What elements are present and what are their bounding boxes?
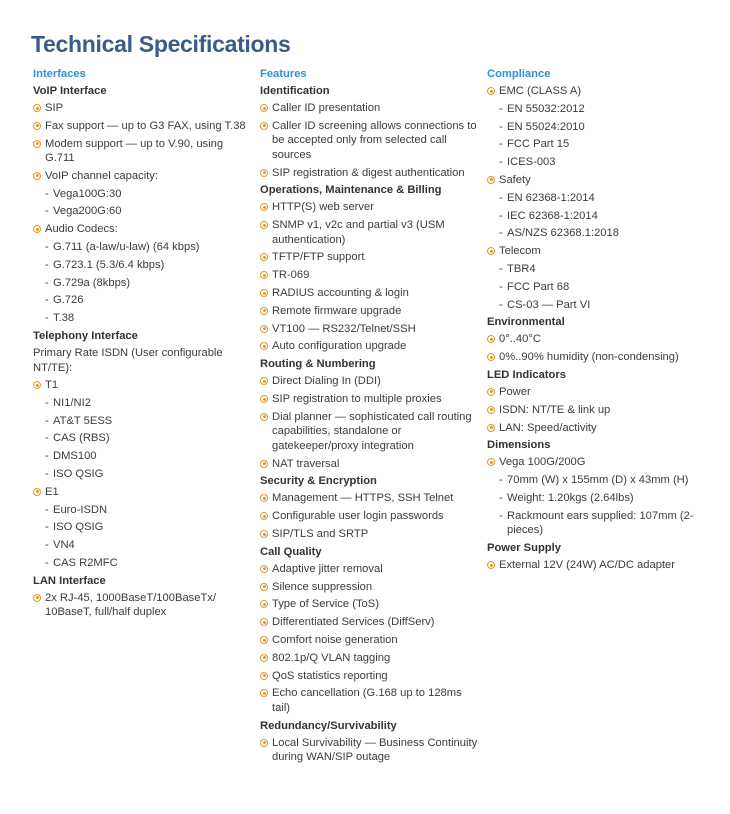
item-text: Type of Service (ToS) bbox=[272, 598, 379, 611]
bullet-item bbox=[33, 378, 253, 393]
spec-list bbox=[260, 562, 482, 716]
item-text: Management — HTTPS, SSH Telnet bbox=[272, 492, 454, 505]
spec-list bbox=[260, 736, 482, 765]
circle-bullet-icon bbox=[487, 353, 495, 361]
sub-item bbox=[487, 137, 719, 152]
bullet-item bbox=[260, 322, 482, 337]
item-text: Silence suppression bbox=[272, 580, 373, 593]
bullet-item bbox=[487, 403, 719, 418]
bullet-item bbox=[260, 268, 482, 283]
spec-group-identification bbox=[260, 84, 482, 180]
item-text: ISO QSIG bbox=[53, 468, 104, 481]
sub-item bbox=[487, 280, 719, 295]
circle-bullet-icon bbox=[260, 413, 268, 421]
bullet-item bbox=[260, 374, 482, 389]
spec-list bbox=[260, 374, 482, 471]
item-text: 802.1p/Q VLAN tagging bbox=[272, 651, 391, 664]
bullet-item bbox=[33, 169, 253, 184]
circle-bullet-icon bbox=[33, 488, 41, 496]
bullet-item bbox=[487, 385, 719, 400]
bullet-item bbox=[260, 669, 482, 684]
item-text: TBR4 bbox=[507, 262, 536, 275]
circle-bullet-icon bbox=[260, 221, 268, 229]
sub-item bbox=[487, 262, 719, 277]
circle-bullet-icon bbox=[260, 689, 268, 697]
item-text: DMS100 bbox=[53, 450, 97, 463]
bullet-item bbox=[487, 84, 719, 99]
bullet-item bbox=[260, 491, 482, 506]
circle-bullet-icon bbox=[487, 388, 495, 396]
item-text: G.729a (8kbps) bbox=[53, 276, 131, 289]
item-text: Rackmount ears supplied: 107mm (2-pieces) bbox=[507, 509, 694, 537]
item-text: Auto configuration upgrade bbox=[272, 340, 407, 353]
item-text: TR-069 bbox=[272, 269, 310, 282]
spec-group-operations-maintenance-billing bbox=[260, 183, 482, 354]
subsection-title: Environmental bbox=[487, 316, 565, 329]
item-text: VT100 — RS232/Telnet/SSH bbox=[272, 322, 416, 335]
item-text: 70mm (W) x 155mm (D) x 43mm (H) bbox=[507, 474, 689, 487]
sub-item bbox=[33, 503, 253, 518]
circle-bullet-icon bbox=[260, 253, 268, 261]
sub-item bbox=[487, 491, 719, 506]
item-text: SIP/TLS and SRTP bbox=[272, 528, 369, 541]
sub-item bbox=[33, 293, 253, 308]
circle-bullet-icon bbox=[260, 325, 268, 333]
bullet-item bbox=[487, 244, 719, 259]
spec-list bbox=[33, 101, 253, 326]
circle-bullet-icon bbox=[487, 406, 495, 414]
bullet-item bbox=[260, 304, 482, 319]
circle-bullet-icon bbox=[33, 140, 41, 148]
item-text: TFTP/FTP support bbox=[272, 251, 365, 264]
item-text: Dial planner — sophisticated call routing capabilities, standalone or gatekeeper/proxy integration bbox=[272, 410, 472, 452]
item-text: EN 62368-1:2014 bbox=[507, 191, 595, 204]
sub-item bbox=[33, 204, 253, 219]
sub-item bbox=[487, 473, 719, 488]
circle-bullet-icon bbox=[260, 271, 268, 279]
bullet-item bbox=[260, 597, 482, 612]
circle-bullet-icon bbox=[260, 654, 268, 662]
item-text: IEC 62368-1:2014 bbox=[507, 209, 598, 222]
circle-bullet-icon bbox=[33, 122, 41, 130]
circle-bullet-icon bbox=[260, 494, 268, 502]
circle-bullet-icon bbox=[260, 583, 268, 591]
item-text: SIP bbox=[45, 102, 64, 114]
sub-item bbox=[33, 258, 253, 273]
subsection-title: LED Indicators bbox=[487, 368, 566, 381]
bullet-item bbox=[260, 562, 482, 577]
bullet-item bbox=[260, 392, 482, 407]
bullet-item bbox=[260, 580, 482, 595]
item-text: SIP registration to multiple proxies bbox=[272, 393, 442, 406]
page-title: Technical Specifications bbox=[31, 31, 291, 57]
subsection-title: Security & Encryption bbox=[260, 475, 377, 488]
bullet-item bbox=[260, 410, 482, 454]
item-text: Vega 100G/200G bbox=[499, 456, 586, 469]
spec-list bbox=[487, 84, 719, 312]
spec-group-telephony-interface bbox=[33, 329, 253, 570]
circle-bullet-icon bbox=[260, 307, 268, 315]
bullet-item bbox=[260, 509, 482, 524]
bullet-item bbox=[487, 350, 719, 365]
column-interfaces bbox=[33, 67, 253, 623]
sub-item bbox=[487, 298, 719, 313]
item-text: VoIP channel capacity: bbox=[45, 169, 158, 182]
circle-bullet-icon bbox=[260, 636, 268, 644]
sub-item bbox=[33, 431, 253, 446]
item-text: Vega100G:30 bbox=[53, 187, 122, 200]
spec-list bbox=[260, 101, 482, 180]
spec-group-led-indicators bbox=[487, 368, 719, 435]
item-text: FCC Part 15 bbox=[507, 138, 570, 151]
spec-list bbox=[33, 378, 253, 570]
item-text: VN4 bbox=[53, 539, 75, 552]
spec-list bbox=[487, 332, 719, 364]
bullet-item bbox=[33, 485, 253, 500]
bullet-item bbox=[33, 222, 253, 237]
item-text: Direct Dialing In (DDI) bbox=[272, 375, 381, 388]
item-text: Remote firmware upgrade bbox=[272, 304, 402, 317]
spec-text: Primary Rate ISDN (User configurable NT/TE): bbox=[33, 347, 223, 374]
item-text: LAN: Speed/activity bbox=[499, 421, 597, 434]
bullet-item bbox=[33, 101, 253, 116]
spec-group-routing-numbering bbox=[260, 357, 482, 471]
bullet-item bbox=[260, 166, 482, 181]
item-text: Caller ID screening allows connections to be accepted only from selected call sources bbox=[272, 119, 477, 161]
spec-list bbox=[33, 591, 253, 620]
item-text: FCC Part 68 bbox=[507, 280, 570, 293]
subsection-title: LAN Interface bbox=[33, 574, 106, 587]
spec-list bbox=[260, 491, 482, 541]
item-text: Weight: 1.20kgs (2.64lbs) bbox=[507, 491, 634, 504]
subsection-title: Redundancy/Survivability bbox=[260, 719, 397, 732]
sub-item bbox=[487, 509, 719, 538]
sub-item bbox=[487, 120, 719, 135]
circle-bullet-icon bbox=[33, 172, 41, 180]
circle-bullet-icon bbox=[487, 335, 495, 343]
bullet-item bbox=[260, 633, 482, 648]
item-text: HTTP(S) web server bbox=[272, 201, 374, 214]
item-text: Comfort noise generation bbox=[272, 634, 398, 647]
item-text: G.726 bbox=[53, 294, 84, 307]
circle-bullet-icon bbox=[260, 565, 268, 573]
item-text: Fax support — up to G3 FAX, using T.38 bbox=[45, 119, 246, 132]
circle-bullet-icon bbox=[260, 342, 268, 350]
item-text: Audio Codecs: bbox=[45, 223, 118, 236]
subsection-title: Dimensions bbox=[487, 439, 551, 452]
spec-group-security-encryption bbox=[260, 474, 482, 541]
item-text: Vega200G:60 bbox=[53, 205, 122, 218]
bullet-item bbox=[260, 686, 482, 715]
section-heading-interfaces: Interfaces bbox=[33, 68, 86, 80]
item-text: CS-03 — Part VI bbox=[507, 298, 591, 311]
item-text: T.38 bbox=[53, 312, 75, 325]
circle-bullet-icon bbox=[33, 104, 41, 112]
sub-item bbox=[487, 209, 719, 224]
item-text: CAS R2MFC bbox=[53, 557, 118, 570]
sub-item bbox=[33, 276, 253, 291]
item-text: EN 55024:2010 bbox=[507, 120, 585, 133]
item-text: T1 bbox=[45, 379, 59, 392]
bullet-item bbox=[260, 651, 482, 666]
item-text: 2x RJ-45, 1000BaseT/100BaseTx/ 10BaseT, full/half duplex bbox=[45, 591, 217, 619]
circle-bullet-icon bbox=[33, 381, 41, 389]
item-text: External 12V (24W) AC/DC adapter bbox=[499, 559, 675, 572]
spec-list bbox=[260, 200, 482, 354]
sub-item bbox=[33, 414, 253, 429]
sub-item bbox=[33, 538, 253, 553]
spec-list bbox=[487, 558, 719, 573]
bullet-item bbox=[33, 119, 253, 134]
sub-item bbox=[33, 556, 253, 571]
item-text: Echo cancellation (G.168 up to 128ms tail) bbox=[272, 687, 462, 714]
bullet-item bbox=[33, 591, 253, 620]
item-text: ISO QSIG bbox=[53, 521, 104, 534]
sub-item bbox=[33, 396, 253, 411]
item-text: E1 bbox=[45, 485, 59, 498]
spec-list bbox=[487, 455, 719, 537]
bullet-item bbox=[260, 101, 482, 116]
item-text: ISDN: NT/TE & link up bbox=[499, 403, 611, 416]
circle-bullet-icon bbox=[33, 594, 41, 602]
spec-group-environmental bbox=[487, 315, 719, 364]
bullet-item bbox=[260, 736, 482, 765]
sub-item bbox=[487, 102, 719, 117]
item-text: AT&T 5ESS bbox=[53, 414, 113, 427]
bullet-item bbox=[487, 558, 719, 573]
item-text: 0%..90% humidity (non-condensing) bbox=[499, 351, 679, 364]
bullet-item bbox=[487, 173, 719, 188]
item-text: Adaptive jitter removal bbox=[272, 562, 383, 575]
item-text: EMC (CLASS A) bbox=[499, 85, 582, 97]
subsection-title: Call Quality bbox=[260, 545, 322, 558]
sub-item bbox=[33, 311, 253, 326]
sub-item bbox=[33, 240, 253, 255]
column-compliance bbox=[487, 67, 719, 576]
item-text: Differentiated Services (DiffServ) bbox=[272, 616, 435, 629]
circle-bullet-icon bbox=[487, 176, 495, 184]
spec-group-lan-interface bbox=[33, 574, 253, 620]
item-text: G.723.1 (5.3/6.4 kbps) bbox=[53, 258, 165, 271]
item-text: G.711 (a-law/u-law) (64 kbps) bbox=[53, 241, 200, 254]
bullet-item bbox=[260, 339, 482, 354]
item-text: Configurable user login passwords bbox=[272, 510, 444, 523]
spec-group-call-quality bbox=[260, 545, 482, 716]
item-text: SNMP v1, v2c and partial v3 (USM authentication) bbox=[272, 219, 445, 246]
subsection-title: Operations, Maintenance & Billing bbox=[260, 184, 442, 197]
bullet-item bbox=[33, 137, 253, 166]
circle-bullet-icon bbox=[487, 424, 495, 432]
item-text: AS/NZS 62368.1:2018 bbox=[507, 227, 619, 240]
item-text: NAT traversal bbox=[272, 457, 340, 470]
circle-bullet-icon bbox=[260, 600, 268, 608]
subsection-title: Identification bbox=[260, 85, 330, 97]
circle-bullet-icon bbox=[260, 377, 268, 385]
item-text: Safety bbox=[499, 173, 531, 186]
bullet-item bbox=[487, 421, 719, 436]
circle-bullet-icon bbox=[260, 739, 268, 747]
sub-item bbox=[487, 155, 719, 170]
spec-list bbox=[487, 385, 719, 435]
circle-bullet-icon bbox=[260, 104, 268, 112]
item-text: EN 55032:2012 bbox=[507, 102, 585, 115]
bullet-item bbox=[260, 250, 482, 265]
circle-bullet-icon bbox=[260, 460, 268, 468]
circle-bullet-icon bbox=[487, 247, 495, 255]
item-text: NI1/NI2 bbox=[53, 396, 91, 409]
item-text: SIP registration & digest authentication bbox=[272, 166, 465, 179]
circle-bullet-icon bbox=[260, 672, 268, 680]
item-text: Local Survivability — Business Continuity during WAN/SIP outage bbox=[272, 736, 478, 764]
sub-item bbox=[487, 191, 719, 206]
item-text: CAS (RBS) bbox=[53, 432, 110, 445]
item-text: Telecom bbox=[499, 245, 541, 258]
bullet-item bbox=[260, 119, 482, 163]
subsection-title: Power Supply bbox=[487, 542, 561, 555]
circle-bullet-icon bbox=[260, 618, 268, 626]
sub-item bbox=[33, 187, 253, 202]
bullet-item bbox=[260, 527, 482, 542]
bullet-item bbox=[260, 457, 482, 472]
circle-bullet-icon bbox=[260, 395, 268, 403]
bullet-item bbox=[260, 615, 482, 630]
subsection-title: Telephony Interface bbox=[33, 330, 138, 343]
subsection-title: VoIP Interface bbox=[33, 85, 107, 97]
item-text: 0°..40°C bbox=[499, 333, 541, 346]
bullet-item bbox=[487, 455, 719, 470]
circle-bullet-icon bbox=[260, 169, 268, 177]
circle-bullet-icon bbox=[260, 289, 268, 297]
item-text: ICES-003 bbox=[507, 156, 556, 169]
spec-group-dimensions bbox=[487, 438, 719, 537]
spec-group-voip-interface bbox=[33, 84, 253, 326]
spec-group-power-supply bbox=[487, 541, 719, 573]
circle-bullet-icon bbox=[260, 122, 268, 130]
spec-group bbox=[487, 84, 719, 312]
circle-bullet-icon bbox=[33, 225, 41, 233]
circle-bullet-icon bbox=[487, 87, 495, 95]
circle-bullet-icon bbox=[260, 203, 268, 211]
subsection-title: Routing & Numbering bbox=[260, 358, 376, 371]
item-text: QoS statistics reporting bbox=[272, 669, 388, 682]
circle-bullet-icon bbox=[260, 512, 268, 520]
sub-item bbox=[487, 226, 719, 241]
item-text: Modem support — up to V.90, using G.711 bbox=[45, 137, 224, 165]
sub-item bbox=[33, 449, 253, 464]
bullet-item bbox=[260, 200, 482, 215]
item-text: Euro-ISDN bbox=[53, 503, 108, 516]
bullet-item bbox=[260, 286, 482, 301]
circle-bullet-icon bbox=[487, 458, 495, 466]
circle-bullet-icon bbox=[487, 561, 495, 569]
section-heading-compliance: Compliance bbox=[487, 68, 551, 80]
spec-group-redundancy-survivability bbox=[260, 719, 482, 765]
item-text: RADIUS accounting & login bbox=[272, 287, 409, 300]
sub-item bbox=[33, 467, 253, 482]
sub-item bbox=[33, 520, 253, 535]
circle-bullet-icon bbox=[260, 530, 268, 538]
column-features bbox=[260, 67, 482, 768]
item-text: Power bbox=[499, 385, 531, 398]
bullet-item bbox=[487, 332, 719, 347]
item-text: Caller ID presentation bbox=[272, 102, 381, 114]
bullet-item bbox=[260, 218, 482, 247]
section-heading-features: Features bbox=[260, 68, 307, 80]
